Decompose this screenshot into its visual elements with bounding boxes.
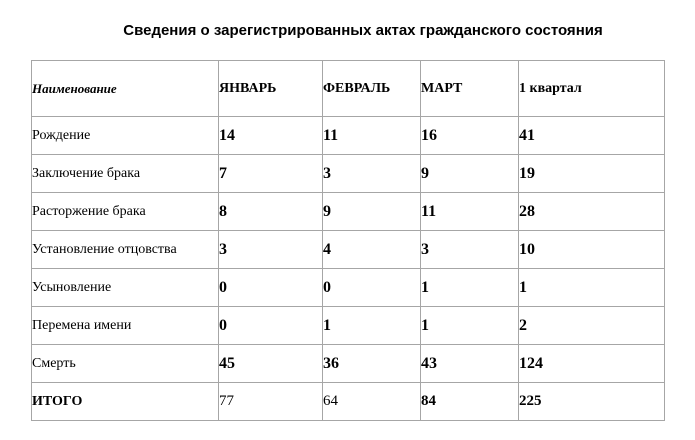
table-row-divorce xyxy=(32,193,665,231)
header-name: Наименование xyxy=(32,61,219,117)
header-quarter-1: 1 квартал xyxy=(519,61,665,117)
total-february: 64 xyxy=(323,383,421,421)
cell-quarter-1: 41 xyxy=(519,117,665,155)
total-march: 84 xyxy=(421,383,519,421)
cell-quarter-1: 2 xyxy=(519,307,665,345)
cell-february: 9 xyxy=(323,193,421,231)
civil-registry-table xyxy=(31,60,665,421)
table-row-adoption xyxy=(32,269,665,307)
table-row-birth xyxy=(32,117,665,155)
cell-january: 0 xyxy=(219,269,323,307)
row-label: Перемена имени xyxy=(32,307,219,345)
cell-march: 3 xyxy=(421,231,519,269)
total-label: ИТОГО xyxy=(32,383,219,421)
cell-february: 11 xyxy=(323,117,421,155)
cell-quarter-1: 28 xyxy=(519,193,665,231)
cell-january: 14 xyxy=(219,117,323,155)
table-row-name-change xyxy=(32,307,665,345)
cell-march: 43 xyxy=(421,345,519,383)
cell-quarter-1: 19 xyxy=(519,155,665,193)
cell-quarter-1: 10 xyxy=(519,231,665,269)
cell-march: 1 xyxy=(421,307,519,345)
total-quarter-1: 225 xyxy=(519,383,665,421)
header-january: ЯНВАРЬ xyxy=(219,61,323,117)
table-row-death xyxy=(32,345,665,383)
cell-march: 1 xyxy=(421,269,519,307)
cell-january: 0 xyxy=(219,307,323,345)
table-row-marriage xyxy=(32,155,665,193)
cell-january: 8 xyxy=(219,193,323,231)
cell-january: 45 xyxy=(219,345,323,383)
cell-february: 4 xyxy=(323,231,421,269)
row-label: Расторжение брака xyxy=(32,193,219,231)
row-label: Рождение xyxy=(32,117,219,155)
row-label: Заключение брака xyxy=(32,155,219,193)
cell-february: 1 xyxy=(323,307,421,345)
table-header-row xyxy=(32,61,665,117)
total-january: 77 xyxy=(219,383,323,421)
table-row-paternity xyxy=(32,231,665,269)
document-title: Сведения о зарегистрированных актах гражданского состояния xyxy=(123,22,603,39)
cell-january: 7 xyxy=(219,155,323,193)
row-label: Установление отцовства xyxy=(32,231,219,269)
row-label: Смерть xyxy=(32,345,219,383)
cell-quarter-1: 124 xyxy=(519,345,665,383)
cell-march: 9 xyxy=(421,155,519,193)
cell-february: 0 xyxy=(323,269,421,307)
cell-january: 3 xyxy=(219,231,323,269)
table-row-total xyxy=(32,383,665,421)
cell-quarter-1: 1 xyxy=(519,269,665,307)
header-march: МАРТ xyxy=(421,61,519,117)
header-february: ФЕВРАЛЬ xyxy=(323,61,421,117)
cell-march: 16 xyxy=(421,117,519,155)
cell-february: 36 xyxy=(323,345,421,383)
row-label: Усыновление xyxy=(32,269,219,307)
cell-february: 3 xyxy=(323,155,421,193)
cell-march: 11 xyxy=(421,193,519,231)
